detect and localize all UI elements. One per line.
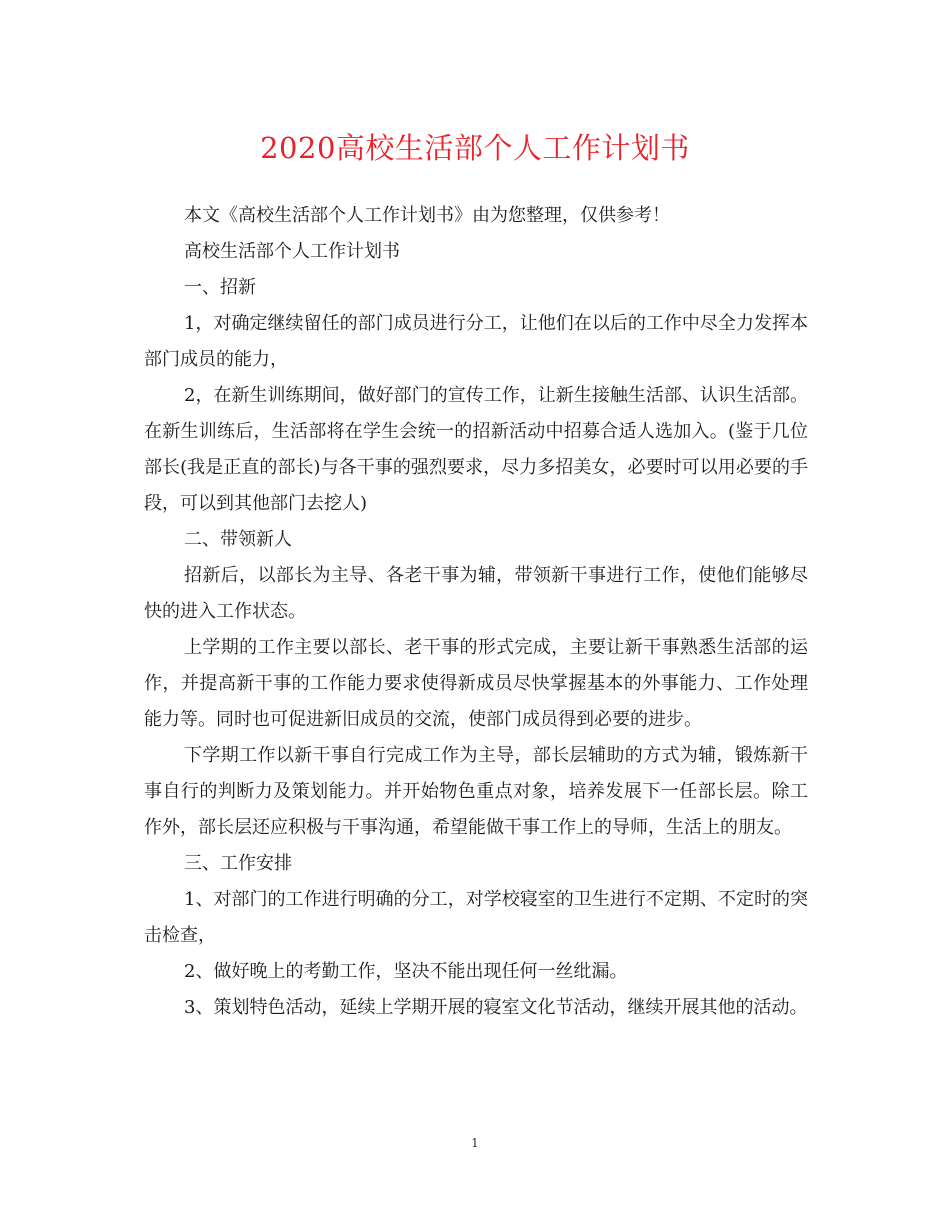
paragraph: 高校生活部个人工作计划书 — [184, 241, 400, 262]
section-heading: 二、带领新人 — [184, 529, 292, 550]
section-heading: 一、招新 — [184, 277, 256, 298]
paragraph: 1、对部门的工作进行明确的分工，对学校寝室的卫生进行不定期、不定时的突击检查， — [144, 889, 808, 946]
paragraph: 上学期的工作主要以部长、老干事的形式完成，主要让新干事熟悉生活部的运作，并提高新干事的工作能力要求使得新成员尽快掌握基本的外事能力、工作处理能力等。同时也可促进新旧成员的交流，使部门成员得到必要的进步。 — [144, 637, 808, 730]
paragraph: 1，对确定继续留任的部门成员进行分工，让他们在以后的工作中尽全力发挥本部门成员的能力， — [144, 313, 808, 370]
paragraph: 3、策划特色活动，延续上学期开展的寝室文化节活动，继续开展其他的活动。 — [184, 997, 808, 1018]
document-body — [144, 198, 808, 1026]
section-heading: 三、工作安排 — [184, 853, 292, 874]
paragraph: 2，在新生训练期间，做好部门的宣传工作，让新生接触生活部、认识生活部。在新生训练后，生活部将在学生会统一的招新活动中招募合适人选加入。(鉴于几位部长(我是正直的部长)与各干事的强烈要求，尽力多招美女，必要时可以用必要的手段，可以到其他部门去挖人) — [144, 385, 808, 514]
page-number: 1 — [471, 1136, 479, 1150]
document-title: 2020高校生活部个人工作计划书 — [260, 131, 690, 165]
paragraph: 本文《高校生活部个人工作计划书》由为您整理，仅供参考！ — [184, 205, 670, 226]
paragraph: 招新后，以部长为主导、各老干事为辅，带领新干事进行工作，使他们能够尽快的进入工作状态。 — [144, 565, 808, 622]
paragraph: 2、做好晚上的考勤工作，坚决不能出现任何一丝纰漏。 — [184, 961, 628, 982]
paragraph: 下学期工作以新干事自行完成工作为主导，部长层辅助的方式为辅，锻炼新干事自行的判断力及策划能力。并开始物色重点对象，培养发展下一任部长层。除工作外，部长层还应积极与干事沟通，希望能做干事工作上的导师，生活上的朋友。 — [144, 745, 808, 838]
